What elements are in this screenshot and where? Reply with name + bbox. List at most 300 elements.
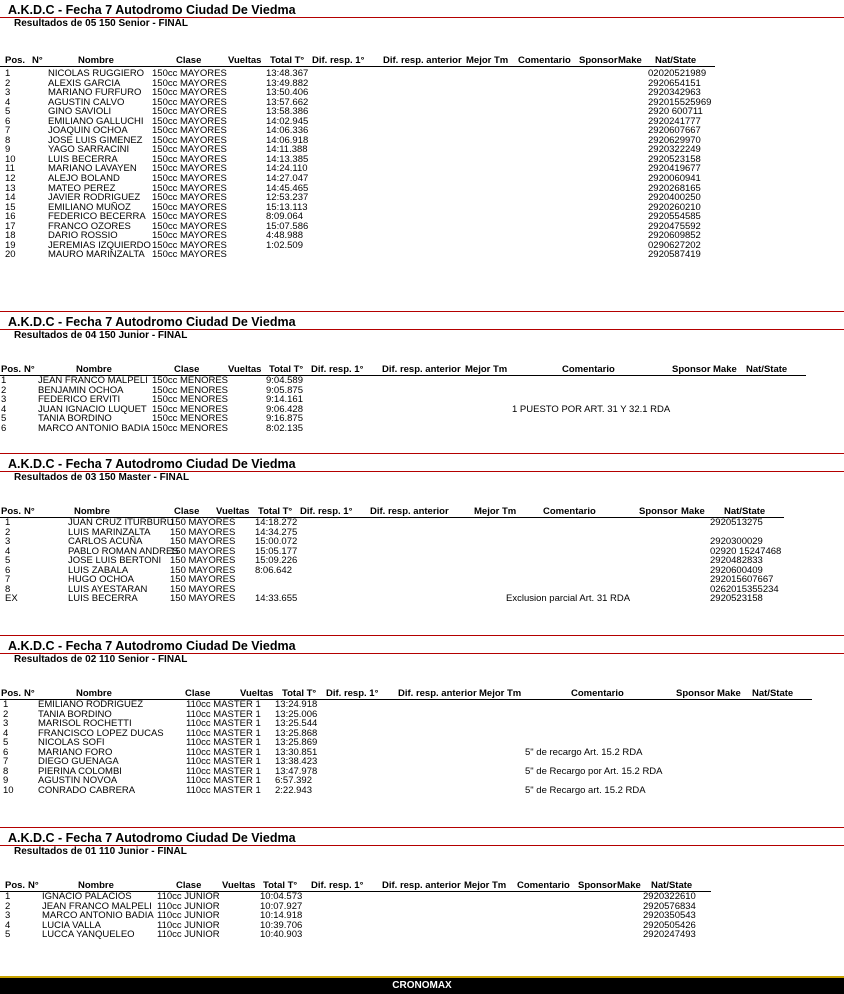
table-cell: EX xyxy=(5,593,18,605)
table-cell: 2920350543 xyxy=(643,910,696,922)
column-header: Comentario xyxy=(517,880,570,891)
table-cell: 13:49.882 xyxy=(266,77,309,89)
results-section xyxy=(0,456,844,605)
table-cell: FRANCISCO LOPEZ DUCAS xyxy=(38,727,164,739)
column-header: N° xyxy=(24,506,35,517)
table-cell: 15:09.226 xyxy=(255,555,298,567)
table-cell: 8 xyxy=(5,583,11,595)
table-cell: CARLOS ACUÑA xyxy=(68,536,143,548)
column-header: Vueltas xyxy=(216,506,250,517)
table-cell: 110cc JUNIOR xyxy=(157,891,220,902)
table-cell: 150cc MAYORES xyxy=(152,163,227,175)
table-cell: JOSE LUIS BERTONI xyxy=(68,555,162,567)
table-cell: 150 MAYORES xyxy=(170,517,236,528)
table-cell: LUIS ZABALA xyxy=(68,564,129,576)
table-cell: LUIS BECERRA xyxy=(68,593,138,605)
table-cell: JUAN CRUZ ITURBURU xyxy=(68,517,174,528)
column-header: Mejor Tm xyxy=(464,880,507,891)
table-cell: 6:57.392 xyxy=(275,775,312,787)
column-header: Vueltas xyxy=(222,880,256,891)
table-cell: FEDERICO ERVITI xyxy=(38,394,121,406)
column-header: Sponsor xyxy=(579,55,618,66)
table-cell: 2920587419 xyxy=(648,249,701,261)
column-header: Make xyxy=(618,55,642,66)
table-cell: BENJAMIN OCHOA xyxy=(38,384,124,396)
table-cell: 110cc MASTER 1 xyxy=(186,784,261,796)
table-cell: JOAQUIN OCHOA xyxy=(48,125,128,137)
table-cell: 7 xyxy=(3,756,9,768)
table-cell: 15:13.113 xyxy=(266,201,308,213)
table-cell: 150cc MENORES xyxy=(152,384,229,396)
column-header: Clase xyxy=(176,880,202,891)
table-cell: 15:05.177 xyxy=(255,545,298,557)
column-header: Clase xyxy=(176,55,202,66)
table-cell: LUIS AYESTARAN xyxy=(68,583,148,595)
footer-bar xyxy=(0,976,844,994)
section-subtitle: Resultados de 05 150 Senior - FINAL xyxy=(14,18,188,29)
table-cell: EMILIANO MUÑOZ xyxy=(48,201,131,213)
column-header: N° xyxy=(24,688,35,699)
table-cell: 150 MAYORES xyxy=(170,583,236,595)
table-cell: 9:06.428 xyxy=(266,403,303,415)
table-cell: 150cc MAYORES xyxy=(152,153,227,165)
footer-brand: CRONOMAX xyxy=(392,980,452,991)
column-header: Pos. xyxy=(5,55,26,66)
table-cell: 9 xyxy=(5,144,11,156)
table-cell: 150cc MAYORES xyxy=(152,249,227,261)
table-cell: MARIANO FURFURO xyxy=(48,87,142,99)
table-cell: 13:25.869 xyxy=(275,737,318,749)
column-header: Mejor Tm xyxy=(465,364,508,375)
table-cell: PABLO ROMAN ANDRES xyxy=(68,545,179,557)
table-cell: JEREMIAS IZQUIERDO xyxy=(48,239,151,251)
column-header: Sponsor xyxy=(672,364,711,375)
table-cell: 4 xyxy=(1,403,7,415)
table-cell: NICOLAS RUGGIERO xyxy=(48,68,145,79)
table-cell: 0290627202 xyxy=(648,239,701,251)
table-cell: ALEXIS GARCIA xyxy=(48,77,121,89)
table-cell: 10:14.918 xyxy=(260,910,303,922)
table-cell: 150cc MAYORES xyxy=(152,77,227,89)
table-cell: 8:02.135 xyxy=(266,422,303,434)
table-cell: 14:33.655 xyxy=(255,593,298,605)
table-cell: 15:07.586 xyxy=(266,220,309,232)
table-cell: 7 xyxy=(5,574,11,586)
column-header: Nombre xyxy=(78,880,114,891)
table-cell: EMILIANO GALLUCHI xyxy=(48,115,144,127)
table-cell: 150 MAYORES xyxy=(170,564,236,576)
column-header: Pos. xyxy=(5,880,26,891)
table-cell: 2920482833 xyxy=(710,555,763,567)
table-cell: 2920342963 xyxy=(648,87,701,99)
table-cell: 110cc MASTER 1 xyxy=(186,708,261,720)
table-cell: 110cc MASTER 1 xyxy=(186,699,261,710)
table-cell: JUAN IGNACIO LUQUET xyxy=(38,403,147,415)
table-cell: 2920400250 xyxy=(648,192,701,204)
table-cell: 14:06.336 xyxy=(266,125,309,137)
column-header: Make xyxy=(713,364,737,375)
table-cell: 8 xyxy=(3,765,9,777)
table-cell: 150cc MAYORES xyxy=(152,106,227,118)
table-cell: 2 xyxy=(5,77,11,89)
table-cell: 19 xyxy=(5,239,16,251)
table-cell: YAGO SARRACINI xyxy=(48,144,130,156)
table-cell: 2:22.943 xyxy=(275,784,312,796)
table-cell: 8:06.642 xyxy=(255,564,292,576)
table-cell: DIEGO GUENAGA xyxy=(38,756,119,768)
table-cell: 1 xyxy=(1,375,7,386)
column-header: Dif. resp. anterior xyxy=(382,364,461,375)
table-cell: 150 MAYORES xyxy=(170,545,236,557)
table-cell: EMILIANO RODRIGUEZ xyxy=(38,699,144,710)
table-cell: JOSE LUIS GIMENEZ xyxy=(48,134,143,146)
table-cell: TANIA BORDINO xyxy=(38,413,112,425)
table-cell: 14:13.385 xyxy=(266,153,309,165)
table-cell: 2920523158 xyxy=(710,593,763,605)
section-title: A.K.D.C - Fecha 7 Autodromo Ciudad De Viedma xyxy=(8,639,296,653)
table-cell: 2920523158 xyxy=(648,153,701,165)
column-header: Vueltas xyxy=(228,364,262,375)
table-cell: 2920513275 xyxy=(710,517,763,528)
table-cell: MARCO ANTONIO BADIA xyxy=(38,422,150,434)
table-cell: 110cc JUNIOR xyxy=(157,910,220,922)
table-cell: 10:04.573 xyxy=(260,891,303,902)
table-cell: 150cc MENORES xyxy=(152,413,229,425)
table-cell: 6 xyxy=(3,746,9,758)
table-cell: 17 xyxy=(5,220,16,232)
table-cell: MARISOL ROCHETTI xyxy=(38,718,132,730)
table-cell: 13:38.423 xyxy=(275,756,318,768)
table-cell: 13:48.367 xyxy=(266,68,309,79)
table-cell: 9 xyxy=(3,775,9,787)
table-cell: 10 xyxy=(3,784,14,796)
table-cell: MARIANO FORO xyxy=(38,746,113,758)
column-header: Nombre xyxy=(76,364,112,375)
column-header: Clase xyxy=(174,506,200,517)
table-cell: 2920241777 xyxy=(648,115,701,127)
table-cell: HUGO OCHOA xyxy=(68,574,134,586)
table-cell: 2920629970 xyxy=(648,134,701,146)
column-header: Vueltas xyxy=(240,688,274,699)
section-title: A.K.D.C - Fecha 7 Autodromo Ciudad De Viedma xyxy=(8,3,296,17)
section-subtitle: Resultados de 01 110 Junior - FINAL xyxy=(14,846,187,857)
table-cell: 150cc MAYORES xyxy=(152,68,227,79)
table-cell: JEAN FRANCO MALPELI xyxy=(42,900,152,912)
table-cell: MATEO PEREZ xyxy=(48,182,116,194)
column-header: Sponsor xyxy=(676,688,715,699)
column-header: Make xyxy=(617,880,641,891)
column-header: Total T° xyxy=(282,688,317,699)
table-cell: 2920247493 xyxy=(643,929,696,941)
table-cell: 2920554585 xyxy=(648,211,701,223)
table-cell: 292015525969 xyxy=(648,96,712,108)
table-cell: 150 MAYORES xyxy=(170,526,236,538)
table-cell: 1 xyxy=(3,699,9,710)
column-header: Pos. xyxy=(1,506,22,517)
table-cell: 5" de Recargo por Art. 15.2 RDA xyxy=(525,765,663,777)
table-cell: 10:40.903 xyxy=(260,929,303,941)
table-cell: 150 MAYORES xyxy=(170,555,236,567)
table-cell: 20 xyxy=(5,249,16,261)
table-cell: 3 xyxy=(3,718,9,730)
table-cell: 0262015355234 xyxy=(710,583,779,595)
table-cell: GINO SAVIOLI xyxy=(48,106,112,118)
table-cell: 110cc JUNIOR xyxy=(157,929,220,941)
table-cell: 3 xyxy=(1,394,7,406)
table-cell: 1 xyxy=(5,891,11,902)
table-cell: 10 xyxy=(5,153,16,165)
table-cell: 2920600409 xyxy=(710,564,763,576)
table-cell: 150 MAYORES xyxy=(170,574,236,586)
table-cell: 2920060941 xyxy=(648,173,701,185)
table-cell: 2920576834 xyxy=(643,900,696,912)
section-title: A.K.D.C - Fecha 7 Autodromo Ciudad De Viedma xyxy=(8,457,296,471)
section-subtitle: Resultados de 03 150 Master - FINAL xyxy=(14,472,190,483)
column-header: Dif. resp. anterior xyxy=(370,506,449,517)
table-cell: 110cc MASTER 1 xyxy=(186,756,261,768)
table-cell: 110cc MASTER 1 xyxy=(186,737,261,749)
column-header: Pos. xyxy=(1,688,22,699)
table-cell: 5 xyxy=(5,929,11,941)
table-cell: 2920268165 xyxy=(648,182,701,194)
table-cell: 14:27.047 xyxy=(266,173,309,185)
column-header: Dif. resp. 1° xyxy=(312,55,365,66)
table-cell: 150cc MAYORES xyxy=(152,230,227,242)
table-cell: 14:18.272 xyxy=(255,517,298,528)
table-cell: 9:14.161 xyxy=(266,394,303,406)
table-cell: 150cc MAYORES xyxy=(152,125,227,137)
table-cell: 2920609852 xyxy=(648,230,701,242)
column-header: Pos. xyxy=(1,364,22,375)
section-title-bar xyxy=(0,456,844,472)
table-cell: 2920607667 xyxy=(648,125,701,137)
table-cell: 2920260210 xyxy=(648,201,701,213)
table-cell: 13:30.851 xyxy=(275,746,318,758)
column-header: Dif. resp. anterior xyxy=(382,880,461,891)
section-subtitle: Resultados de 02 110 Senior - FINAL xyxy=(14,654,188,665)
table-cell: 2 xyxy=(1,384,7,396)
table-cell: 3 xyxy=(5,910,11,922)
column-header: Dif. resp. anterior xyxy=(383,55,462,66)
table-cell: 150cc MENORES xyxy=(152,375,229,386)
table-cell: JEAN FRANCO MALPELI xyxy=(38,375,148,386)
table-cell: 6 xyxy=(5,564,11,576)
table-cell: MARIANO LAVAYEN xyxy=(48,163,137,175)
column-header: Nat/State xyxy=(655,55,697,66)
table-cell: 13:25.006 xyxy=(275,708,318,720)
column-header: N° xyxy=(32,55,43,66)
table-cell: LUCIA VALLA xyxy=(42,919,101,931)
table-cell: 150cc MAYORES xyxy=(152,239,227,251)
table-cell: 13:25.868 xyxy=(275,727,318,739)
column-header: Nat/State xyxy=(752,688,794,699)
column-header: Nat/State xyxy=(651,880,693,891)
table-cell: 110cc MASTER 1 xyxy=(186,718,261,730)
table-cell: 5 xyxy=(5,106,11,118)
table-cell: 13:25.544 xyxy=(275,718,318,730)
table-cell: 2920300029 xyxy=(710,536,763,548)
table-cell: 150cc MAYORES xyxy=(152,134,227,146)
table-cell: 13:57.662 xyxy=(266,96,309,108)
table-cell: 16 xyxy=(5,211,16,223)
table-cell: 14 xyxy=(5,192,16,204)
table-cell: 1:02.509 xyxy=(266,239,303,251)
table-header xyxy=(0,55,715,67)
table-cell: 150cc MAYORES xyxy=(152,96,227,108)
table-cell: 15 xyxy=(5,201,16,213)
table-cell: 292015607667 xyxy=(710,574,774,586)
column-header: Sponsor xyxy=(578,880,617,891)
table-cell: 2 xyxy=(3,708,9,720)
table-cell: 13:47.978 xyxy=(275,765,318,777)
table-cell: 2920475592 xyxy=(648,220,701,232)
table-cell: 10:39.706 xyxy=(260,919,303,931)
table-cell: 150cc MAYORES xyxy=(152,211,227,223)
table-cell: 4 xyxy=(5,545,11,557)
column-header: Total T° xyxy=(263,880,298,891)
table-cell: 12:53.237 xyxy=(266,192,309,204)
table-cell: 110cc MASTER 1 xyxy=(186,746,261,758)
table-cell: 110cc MASTER 1 xyxy=(186,765,261,777)
table-cell: 9:16.875 xyxy=(266,413,303,425)
table-cell: 14:45.465 xyxy=(266,182,309,194)
table-cell: AGUSTIN NOVOA xyxy=(38,775,118,787)
table-cell: 2920322249 xyxy=(648,144,701,156)
table-cell: 14:02.945 xyxy=(266,115,309,127)
column-header: Total T° xyxy=(269,364,304,375)
column-header: Nombre xyxy=(78,55,114,66)
table-cell: 150cc MAYORES xyxy=(152,220,227,232)
table-cell: CONRADO CABRERA xyxy=(38,784,136,796)
table-cell: 110cc JUNIOR xyxy=(157,919,220,931)
table-cell: 150cc MAYORES xyxy=(152,115,227,127)
table-cell: 110cc MASTER 1 xyxy=(186,775,261,787)
table-cell: 1 PUESTO POR ART. 31 Y 32.1 RDA xyxy=(512,403,671,415)
table-cell: 2920505426 xyxy=(643,919,696,931)
table-cell: 3 xyxy=(5,536,11,548)
column-header: Nombre xyxy=(76,688,112,699)
table-cell: IGNACIO PALACIOS xyxy=(42,891,132,902)
table-cell: 2 xyxy=(5,526,11,538)
column-header: Make xyxy=(681,506,705,517)
column-header: Dif. resp. 1° xyxy=(311,364,364,375)
table-cell: 4:48.988 xyxy=(266,230,303,242)
table-cell: FRANCO OZORES xyxy=(48,220,131,232)
table-cell: MARCO ANTONIO BADIA xyxy=(42,910,154,922)
column-header: Comentario xyxy=(518,55,571,66)
section-subtitle: Resultados de 04 150 Junior - FINAL xyxy=(14,330,188,341)
table-cell: 150cc MENORES xyxy=(152,403,229,415)
column-header: Comentario xyxy=(543,506,596,517)
table-cell: PIERINA COLOMBI xyxy=(38,765,122,777)
column-header: Total T° xyxy=(270,55,305,66)
table-cell: 4 xyxy=(5,96,11,108)
table-cell: 18 xyxy=(5,230,16,242)
section-title-bar xyxy=(0,830,844,846)
results-section xyxy=(0,638,844,796)
table-cell: 13:24.918 xyxy=(275,699,318,710)
column-header: Make xyxy=(717,688,741,699)
table-cell: AGUSTIN CALVO xyxy=(48,96,125,108)
section-title-bar xyxy=(0,638,844,654)
table-cell: NICOLAS SOFI xyxy=(38,737,105,749)
column-header: Dif. resp. 1° xyxy=(300,506,353,517)
table-cell: 14:06.918 xyxy=(266,134,309,146)
table-cell: 5 xyxy=(5,555,11,567)
table-cell: 3 xyxy=(5,87,11,99)
results-section xyxy=(0,830,844,941)
column-header: N° xyxy=(24,364,35,375)
table-cell: 4 xyxy=(3,727,9,739)
results-section xyxy=(0,314,844,434)
table-cell: 5 xyxy=(3,737,9,749)
table-cell: TANIA BORDINO xyxy=(38,708,112,720)
section-title: A.K.D.C - Fecha 7 Autodromo Ciudad De Viedma xyxy=(8,831,296,845)
table-cell: 02020521989 xyxy=(648,68,707,79)
table-cell: 150cc MAYORES xyxy=(152,144,227,156)
column-header: Clase xyxy=(185,688,211,699)
column-header: Comentario xyxy=(562,364,615,375)
column-header: Nat/State xyxy=(746,364,788,375)
table-cell: LUIS BECERRA xyxy=(48,153,118,165)
table-cell: 6 xyxy=(5,115,11,127)
table-cell: 1 xyxy=(5,517,11,528)
table-cell: 14:11.388 xyxy=(266,144,308,156)
column-header: Clase xyxy=(174,364,200,375)
column-header: Dif. resp. 1° xyxy=(311,880,364,891)
table-cell: 150cc MAYORES xyxy=(152,182,227,194)
table-cell: 8 xyxy=(5,134,11,146)
table-cell: 12 xyxy=(5,173,16,185)
column-header: Sponsor xyxy=(639,506,678,517)
table-cell: 11 xyxy=(5,163,15,175)
table-cell: 110cc JUNIOR xyxy=(157,900,220,912)
table-cell: JAVIER RODRIGUEZ xyxy=(48,192,141,204)
table-cell: 2920654151 xyxy=(648,77,701,89)
table-cell: Exclusion parcial Art. 31 RDA xyxy=(506,593,631,605)
table-cell: 2920 600711 xyxy=(648,106,703,118)
table-cell: 2 xyxy=(5,900,11,912)
column-header: Nat/State xyxy=(724,506,766,517)
table-cell: 13 xyxy=(5,182,16,194)
column-header: Nombre xyxy=(74,506,110,517)
table-cell: 150cc MAYORES xyxy=(152,87,227,99)
table-cell: 150cc MAYORES xyxy=(152,201,227,213)
section-title-bar xyxy=(0,314,844,330)
column-header: Dif. resp. anterior xyxy=(398,688,477,699)
section-title-bar xyxy=(0,2,844,18)
table-cell: LUCCA YANQUELEO xyxy=(42,929,135,941)
table-cell: 13:58.386 xyxy=(266,106,309,118)
table-cell: 9:05.875 xyxy=(266,384,303,396)
table-cell: 150 MAYORES xyxy=(170,593,236,605)
table-cell: 13:50.406 xyxy=(266,87,309,99)
table-cell: 15:00.072 xyxy=(255,536,298,548)
table-cell: LUIS MARINZALTA xyxy=(68,526,151,538)
table-cell: 2920419677 xyxy=(648,163,701,175)
table-cell: 110cc MASTER 1 xyxy=(186,727,261,739)
column-header: N° xyxy=(28,880,39,891)
table-cell: 9:04.589 xyxy=(266,375,303,386)
table-cell: 150cc MAYORES xyxy=(152,192,227,204)
table-cell: 5" de Recargo art. 15.2 RDA xyxy=(525,784,646,796)
column-header: Dif. resp. 1° xyxy=(326,688,379,699)
table-cell: 02920 15247468 xyxy=(710,545,782,557)
table-cell: 10:07.927 xyxy=(260,900,303,912)
results-section xyxy=(0,2,844,261)
table-cell: FEDERICO BECERRA xyxy=(48,211,146,223)
table-cell: 5 xyxy=(1,413,7,425)
